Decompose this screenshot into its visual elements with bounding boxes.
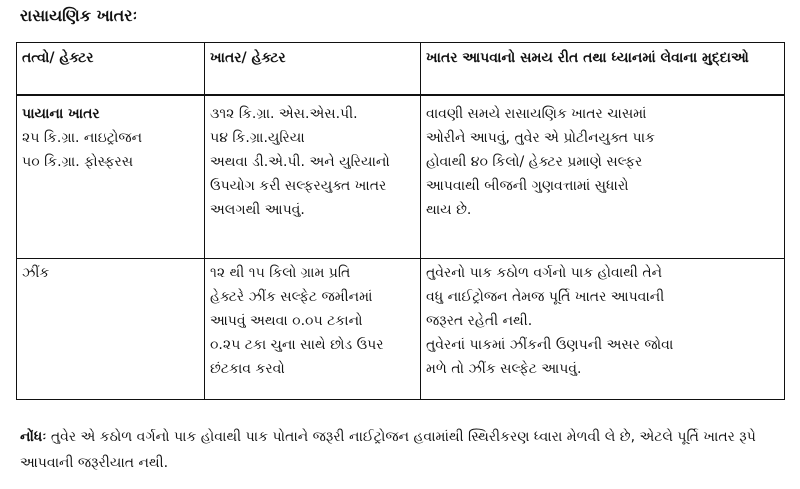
note-text: તુવેર એ કઠોળ વર્ગનો પાક હોવાથી પાક પોતાને જરૂરી નાઈટ્રોજન હવામાંથી સ્થિરીકરણ ધ્વારા મેળવી લે છે, એટલે પૂર્તિ ખાતર રૂપે આપવાની જરૂરીયાત નથી. — [20, 429, 756, 471]
method-line: તુવેરનાં પાકમાં ઝીંકની ઉણપની અસર જોવા — [426, 337, 674, 353]
method-line: વધુ નાઈટ્રોજન તેમજ પૂર્તિ ખાતર આપવાની — [426, 289, 665, 305]
table-row-base-fertilizer — [17, 95, 785, 259]
cell-zinc-nutrient — [17, 259, 205, 400]
cell-zinc-fertilizer — [205, 259, 421, 400]
method-line: આપવાથી બીજની ગુણવત્તામાં સુધારો — [426, 178, 629, 194]
fertilizer-line: ઉપયોગ કરી સલ્ફરયુક્ત ખાતર — [210, 178, 387, 194]
header-nutrients: તત્વો/ હેક્ટર — [17, 43, 205, 96]
fertilizer-line: અલગથી આપવું. — [210, 202, 305, 218]
note-label: નોંધઃ — [20, 429, 47, 445]
base-fertilizer-title: પાયાના ખાતર — [22, 106, 100, 122]
method-line: જરૂરત રહેતી નથી. — [426, 313, 533, 329]
fertilizer-line: ૦.૨૫ ટકા ચુના સાથે છોડ ઉપર — [210, 337, 384, 353]
method-line: હોવાથી ૪૦ કિલો/ હેક્ટર પ્રમાણે સલ્ફર — [426, 154, 643, 170]
method-line: ઓરીને આપવું, તુવેર એ પ્રોટીનયુક્ત પાક — [426, 130, 655, 146]
method-line: તુવેરનો પાક કઠોળ વર્ગનો પાક હોવાથી તેને — [426, 265, 663, 281]
fertilizer-line: આપવું અથવા ૦.૦૫ ટકાનો — [210, 313, 363, 329]
cell-zinc-method — [421, 259, 785, 400]
method-line: મળે તો ઝીંક સલ્ફેટ આપવું. — [426, 361, 582, 377]
cell-base-method — [421, 95, 785, 259]
fertilizer-table — [16, 42, 785, 400]
cell-base-nutrients — [17, 95, 205, 259]
fertilizer-line: ૧૨ થી ૧૫ કિલો ગ્રામ પ્રતિ — [210, 265, 351, 281]
header-method: ખાતર આપવાનો સમય રીત તથા ધ્યાનમાં લેવાના મુદ્દાઓ — [421, 43, 785, 96]
section-heading: રાસાયણિક ખાતરઃ — [20, 6, 138, 25]
cell-base-fertilizer — [205, 95, 421, 259]
table-row-zinc — [17, 259, 785, 400]
method-line: થાય છે. — [426, 202, 472, 218]
table-header-row — [17, 43, 785, 96]
header-fertilizer: ખાતર/ હેક્ટર — [205, 43, 421, 96]
fertilizer-line: ૩૧૨ કિ.ગ્રા. એસ.એસ.પી. — [210, 106, 358, 122]
nutrient-line: ૫૦ કિ.ગ્રા. ફોસ્ફરસ — [22, 154, 134, 170]
method-line: વાવણી સમયે રાસાયણિક ખાતર ચાસમાં — [426, 106, 647, 122]
fertilizer-line: ૫૪ કિ.ગ્રા.યુરિયા — [210, 130, 305, 146]
nutrient-line: ૨૫ કિ.ગ્રા. નાઇટ્રોજન — [22, 130, 143, 146]
footnote — [20, 424, 785, 476]
fertilizer-line: હેક્ટરે ઝીંક સલ્ફેટ જમીનમાં — [210, 289, 373, 305]
fertilizer-line: છંટકાવ કરવો — [210, 361, 285, 377]
fertilizer-line: અથવા ડી.એ.પી. અને યુરિયાનો — [210, 154, 390, 170]
nutrient-line: ઝીંક — [22, 265, 50, 281]
